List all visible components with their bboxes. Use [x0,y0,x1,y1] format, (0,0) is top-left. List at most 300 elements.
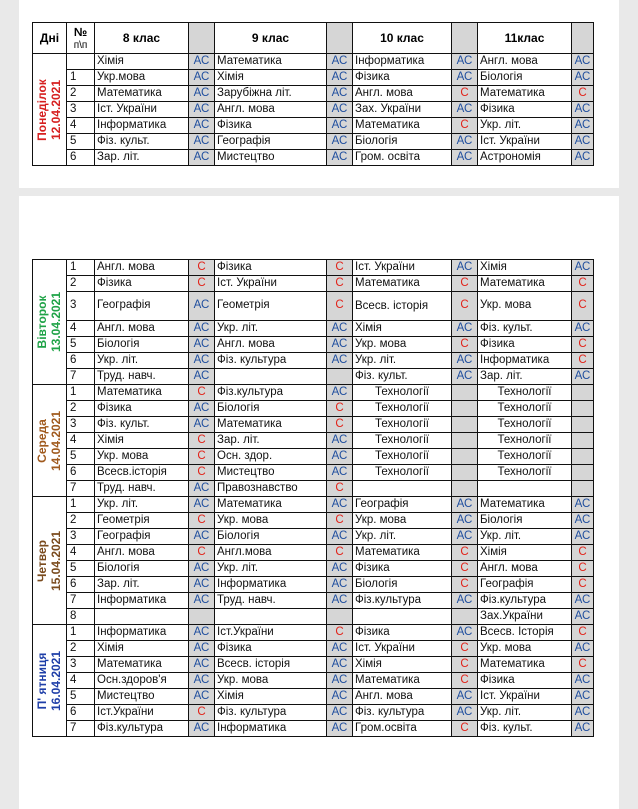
subject-cell: Математика [95,86,189,102]
lesson-number: 2 [67,86,95,102]
lesson-number: 5 [67,561,95,577]
subject-cell: Фізика [478,337,572,353]
table-row [33,337,594,353]
format-code [452,609,478,625]
format-code: АС [327,449,353,465]
subject-cell: Біологія [353,134,452,150]
format-code: С [452,577,478,593]
subject-cell: Укр. літ. [478,118,572,134]
day-date: 14.04.2021 [48,410,63,471]
subject-cell: Осн. здор. [215,449,327,465]
lesson-number: 6 [67,353,95,369]
format-code: АС [327,118,353,134]
format-code: АС [452,513,478,529]
format-code [452,481,478,497]
subject-cell: Англ. мова [95,545,189,561]
subject-cell: Укр. літ. [478,705,572,721]
subject-cell: Правознавство [215,481,327,497]
format-code [452,465,478,481]
format-code: АС [452,150,478,166]
subject-cell: Технології [478,417,572,433]
subject-cell: Англ.мова [215,545,327,561]
subject-cell: Інформатика [353,54,452,70]
subject-cell: Англ. мова [353,86,452,102]
subject-cell: Англ. мова [95,321,189,337]
subject-cell: Укр. літ. [353,529,452,545]
subject-cell: Зар. літ. [215,433,327,449]
subject-cell: Фіз. культ. [95,417,189,433]
subject-cell: Укр. мова [478,292,572,321]
format-code: АС [572,689,594,705]
subject-cell: Англ. мова [353,689,452,705]
subject-cell: Хімія [478,260,572,276]
table-row [33,545,594,561]
table-row [33,721,594,737]
format-code: С [572,577,594,593]
subject-cell: Англ. мова [478,54,572,70]
day-date: 12.04.2021 [48,79,63,140]
format-code: АС [327,321,353,337]
lesson-number: 6 [67,465,95,481]
subject-cell: Технології [478,465,572,481]
format-code: АС [327,721,353,737]
format-code: АС [327,593,353,609]
subject-cell [353,609,452,625]
format-code [452,449,478,465]
format-code: С [452,673,478,689]
table-row [33,465,594,481]
format-code: АС [327,673,353,689]
subject-cell: Гром. освіта [353,150,452,166]
subject-cell: Фізика [478,102,572,118]
subject-cell: Укр. літ. [353,353,452,369]
day-cell [33,625,67,737]
subject-cell: Укр. літ. [215,321,327,337]
lesson-number: 4 [67,545,95,561]
day-name: Понеділок [34,78,49,141]
day-label [36,530,64,590]
subject-cell: Технології [478,401,572,417]
subject-cell [215,609,327,625]
format-code: АС [452,102,478,118]
day-label [36,292,64,352]
header-num-sub: п\п [73,39,88,51]
format-code: С [189,513,215,529]
format-code: С [452,118,478,134]
subject-cell: Фіз.культура [95,721,189,737]
table-row [33,625,594,641]
subject-cell: Хімія [215,70,327,86]
subject-cell: Всесв. історія [353,292,452,321]
subject-cell: Іст.України [215,625,327,641]
subject-cell: Укр.мова [95,70,189,86]
format-code: АС [452,260,478,276]
table-row [33,369,594,385]
subject-cell: Технології [478,449,572,465]
format-code: АС [327,86,353,102]
format-code: АС [572,529,594,545]
format-code: АС [572,150,594,166]
subject-cell: Математика [478,497,572,513]
subject-cell: Фіз. культура [353,705,452,721]
lesson-number: 3 [67,417,95,433]
format-code: С [327,401,353,417]
schedule-table-tue-fri [32,259,594,737]
subject-cell: Математика [95,657,189,673]
subject-cell: Математика [353,673,452,689]
format-code [572,481,594,497]
format-code: С [189,705,215,721]
subject-cell: Зар. літ. [478,369,572,385]
table-row [33,449,594,465]
format-code [452,401,478,417]
format-code: АС [572,593,594,609]
page-1 [19,0,619,188]
format-code: АС [327,385,353,401]
subject-cell: Іст. України [95,102,189,118]
format-code: С [189,276,215,292]
subject-cell: Укр. мова [215,673,327,689]
subject-cell: Астрономія [478,150,572,166]
subject-cell: Англ. мова [478,561,572,577]
format-code: С [572,292,594,321]
subject-cell: Математика [215,417,327,433]
subject-cell: Географія [353,497,452,513]
day-cell [33,385,67,497]
format-code: АС [327,529,353,545]
subject-cell: Біологія [95,337,189,353]
subject-cell: Фізика [353,70,452,86]
subject-cell: Біологія [353,577,452,593]
format-code: АС [189,70,215,86]
table-row [33,609,594,625]
subject-cell: Біологія [95,561,189,577]
format-code [572,417,594,433]
subject-cell: Фіз.культура [478,593,572,609]
subject-cell [215,369,327,385]
subject-cell: Інформатика [95,118,189,134]
table-row [33,401,594,417]
day-date: 15.04.2021 [48,530,63,591]
format-code: АС [327,433,353,449]
format-code: АС [189,481,215,497]
format-code: С [452,657,478,673]
header-c10: 10 клас [353,23,452,54]
table-row [33,481,594,497]
subject-cell: Інформатика [215,577,327,593]
format-code: АС [189,369,215,385]
format-code: АС [189,625,215,641]
format-code: С [572,276,594,292]
day-cell [33,497,67,625]
day-name: Вівторок [34,295,49,349]
format-code [327,369,353,385]
format-code: АС [572,102,594,118]
lesson-number: 6 [67,150,95,166]
subject-cell: Осн.здоров'я [95,673,189,689]
subject-cell: Географія [95,529,189,545]
format-code [327,609,353,625]
day-cell [33,260,67,385]
format-code [572,385,594,401]
format-code: С [452,292,478,321]
format-code: АС [327,134,353,150]
subject-cell: Фізика [95,401,189,417]
lesson-number: 5 [67,449,95,465]
subject-cell: Іст. України [353,641,452,657]
subject-cell: Біологія [215,529,327,545]
day-date: 16.04.2021 [48,650,63,711]
day-name: Середа [34,418,49,463]
subject-cell: Фізика [95,276,189,292]
header-c11: 11клас [478,23,572,54]
format-code: АС [452,529,478,545]
table-row [33,321,594,337]
subject-cell: Іст.України [95,705,189,721]
format-code: С [452,276,478,292]
subject-cell: Фіз. культ. [95,134,189,150]
lesson-number: 6 [67,577,95,593]
format-code: С [572,657,594,673]
subject-cell: Географія [478,577,572,593]
format-code: С [452,641,478,657]
format-code: С [452,545,478,561]
subject-cell: Зар. літ. [95,150,189,166]
subject-cell: Математика [478,657,572,673]
format-code [452,433,478,449]
lesson-number: 1 [67,260,95,276]
subject-cell: Укр. літ. [215,561,327,577]
format-code: АС [189,689,215,705]
format-code: АС [572,260,594,276]
subject-cell: Математика [478,276,572,292]
subject-cell: Інформатика [215,721,327,737]
lesson-number: 7 [67,481,95,497]
format-code: АС [189,150,215,166]
subject-cell: Хімія [95,433,189,449]
format-code: АС [327,689,353,705]
subject-cell: Хімія [478,545,572,561]
format-code: АС [452,593,478,609]
lesson-number: 4 [67,673,95,689]
format-code: АС [189,641,215,657]
lesson-number: 5 [67,337,95,353]
format-code: АС [572,118,594,134]
subject-cell: Укр. мова [95,449,189,465]
subject-cell: Технології [353,401,452,417]
day-cell [33,54,67,166]
table-row [33,513,594,529]
lesson-number: 3 [67,529,95,545]
format-code: АС [452,54,478,70]
format-code: АС [327,577,353,593]
format-code: С [327,292,353,321]
format-code: АС [572,641,594,657]
subject-cell: Інформатика [95,625,189,641]
format-code: АС [189,673,215,689]
table-row [33,657,594,673]
subject-cell: Труд. навч. [95,369,189,385]
format-code: АС [327,657,353,673]
subject-cell: Математика [215,54,327,70]
format-code: С [327,276,353,292]
subject-cell: Географія [95,292,189,321]
subject-cell: Математика [478,86,572,102]
subject-cell: Труд. навч. [215,593,327,609]
format-code: АС [189,102,215,118]
subject-cell: Хімія [353,321,452,337]
format-code: АС [189,321,215,337]
lesson-number: 1 [67,497,95,513]
format-code: АС [572,705,594,721]
format-code [452,417,478,433]
subject-cell: Біологія [215,401,327,417]
format-code: АС [189,292,215,321]
format-code: С [327,481,353,497]
subject-cell: Хімія [95,641,189,657]
subject-cell: Укр. мова [353,337,452,353]
lesson-number: 3 [67,657,95,673]
subject-cell: Інформатика [478,353,572,369]
lesson-number: 4 [67,118,95,134]
format-code: АС [189,497,215,513]
day-date: 13.04.2021 [48,291,63,353]
subject-cell: Мистецтво [95,689,189,705]
format-code: С [572,353,594,369]
subject-cell: Іст. України [478,689,572,705]
format-code: С [572,337,594,353]
header-code-c9 [327,23,353,54]
subject-cell: Іст. України [478,134,572,150]
format-code: С [327,545,353,561]
format-code: С [572,561,594,577]
table-row [33,561,594,577]
format-code: АС [572,321,594,337]
format-code: АС [327,54,353,70]
format-code: С [189,385,215,401]
format-code: С [189,545,215,561]
format-code [572,433,594,449]
subject-cell: Геометрія [95,513,189,529]
table-row [33,118,594,134]
day-name: Четвер [34,539,49,582]
format-code: С [189,449,215,465]
format-code: АС [572,70,594,86]
subject-cell: Всесв.історія [95,465,189,481]
day-label [36,79,64,141]
subject-cell: Іст. України [353,260,452,276]
subject-cell: Фіз.культура [353,593,452,609]
header-code-c11 [572,23,594,54]
format-code: АС [189,86,215,102]
subject-cell: Укр. літ. [95,497,189,513]
subject-cell: Іст. України [215,276,327,292]
subject-cell: Укр. мова [215,513,327,529]
format-code: АС [327,465,353,481]
lesson-number: 6 [67,705,95,721]
subject-cell: Англ. мова [95,260,189,276]
header-day: Дні [33,23,67,54]
format-code: АС [452,497,478,513]
subject-cell: Хімія [95,54,189,70]
subject-cell: Технології [478,385,572,401]
header-code-c10 [452,23,478,54]
subject-cell: Технології [353,385,452,401]
format-code: АС [327,102,353,118]
subject-cell: Фіз. культ. [478,721,572,737]
day-label [36,410,64,470]
format-code: АС [452,353,478,369]
format-code: АС [572,497,594,513]
subject-cell: Геометрія [215,292,327,321]
lesson-number: 7 [67,721,95,737]
lesson-number: 4 [67,433,95,449]
table-row [33,70,594,86]
subject-cell: Укр. літ. [478,529,572,545]
subject-cell: Біологія [478,513,572,529]
subject-cell: Зар. літ. [95,577,189,593]
subject-cell: Фізика [215,260,327,276]
subject-cell: Зарубіжна літ. [215,86,327,102]
table-row [33,353,594,369]
format-code: АС [327,561,353,577]
lesson-number: 3 [67,292,95,321]
format-code: АС [189,529,215,545]
table-row [33,276,594,292]
table-row [33,705,594,721]
format-code [189,609,215,625]
subject-cell: Всесв. Історія [478,625,572,641]
lesson-number: 2 [67,276,95,292]
lesson-number: 3 [67,102,95,118]
subject-cell: Зах. України [353,102,452,118]
format-code: АС [572,369,594,385]
page-2 [19,196,619,809]
table-row [33,150,594,166]
lesson-number: 1 [67,70,95,86]
format-code: АС [572,609,594,625]
subject-cell: Фіз. культура [215,353,327,369]
subject-cell: Математика [215,497,327,513]
day-label [36,650,64,710]
table-row [33,641,594,657]
format-code: АС [452,625,478,641]
table-row [33,529,594,545]
subject-cell [353,481,452,497]
format-code: АС [189,721,215,737]
subject-cell: Технології [353,465,452,481]
format-code: АС [452,369,478,385]
format-code: АС [327,337,353,353]
format-code [572,401,594,417]
lesson-number: 5 [67,134,95,150]
subject-cell: Фіз. культ. [353,369,452,385]
format-code: АС [189,657,215,673]
subject-cell: Технології [478,433,572,449]
subject-cell: Укр. мова [353,513,452,529]
subject-cell: Укр. літ. [95,353,189,369]
header-c9: 9 клас [215,23,327,54]
subject-cell: Технології [353,433,452,449]
subject-cell: Гром.освіта [353,721,452,737]
format-code: С [327,417,353,433]
format-code: С [452,721,478,737]
subject-cell: Фіз. культ. [478,321,572,337]
format-code: С [189,465,215,481]
format-code: АС [452,705,478,721]
format-code: АС [189,561,215,577]
table-row [33,385,594,401]
